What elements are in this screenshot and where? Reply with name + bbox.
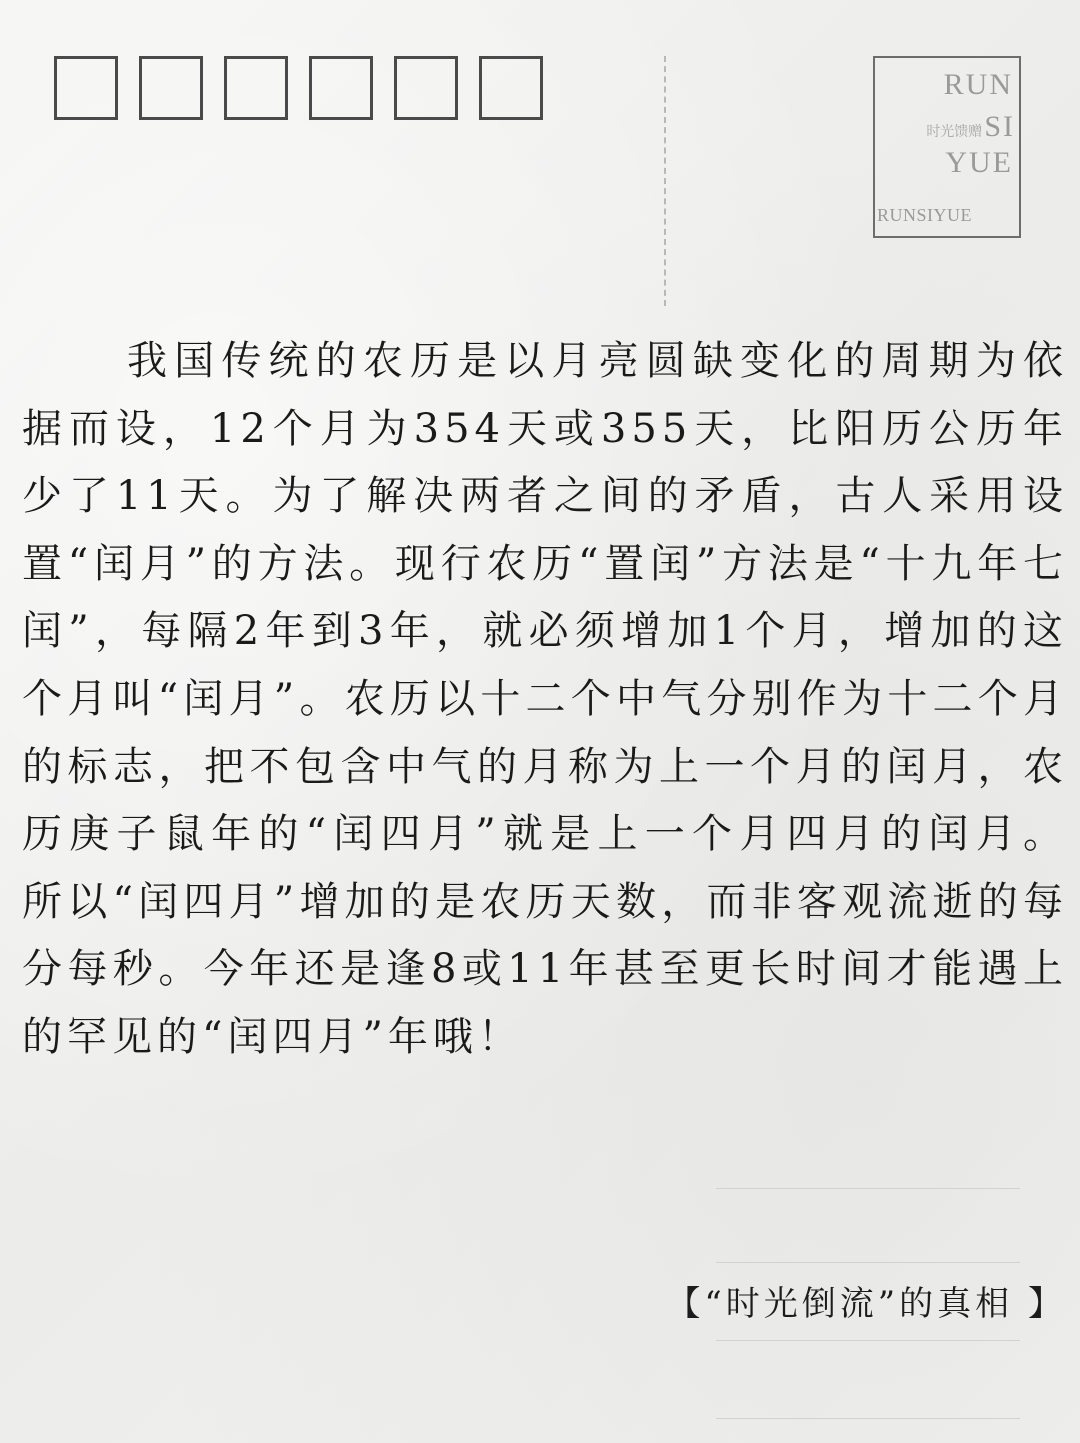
body-paragraph: 我国传统的农历是以月亮圆缺变化的周期为依据而设，12个月为354天或355天，比阳历公历年少了11天。为了解决两者之间的矛盾，古人采用设置“闰月”的方法。现行农历“置闰”方法是“十九年七闰”，每隔2年到3年，就必须增加1个月，增加的这个月叫“闰月”。农历以十二个中气分别作为十二个月的标志，把不包含中气的月称为上一个月的闰月，农历庚子鼠年的“闰四月”就是上一个月四月的闰月。 所以“闰四月”增加的是农历天数，而非客观流逝的每分每秒。今年还是逢8或11年甚至更长时间才能遇上的罕见的“闰四月”年哦！ [22,338,1068,1060]
postcode-box [54,56,118,120]
center-divider [664,56,666,306]
stamp-chinese-text: 时光馈赠 [926,124,983,140]
address-line [716,1188,1020,1189]
stamp-line4: RUNSIYUE [877,205,973,225]
address-line [716,1262,1020,1263]
postcode-box [394,56,458,120]
stamp-line2 [926,110,1015,144]
stamp [873,56,1021,238]
postcode-box [139,56,203,120]
postcode-boxes [54,56,543,120]
postcode-box [309,56,373,120]
stamp-line1: RUN [943,68,1013,101]
postcode-box [479,56,543,120]
postcode-box [224,56,288,120]
stamp-line2-latin: SI [984,110,1015,143]
address-line [716,1418,1020,1419]
address-line [716,1340,1020,1341]
signature-title: 【“时光倒流”的真相 】 [666,1284,1066,1324]
stamp-line3: YUE [945,146,1013,179]
